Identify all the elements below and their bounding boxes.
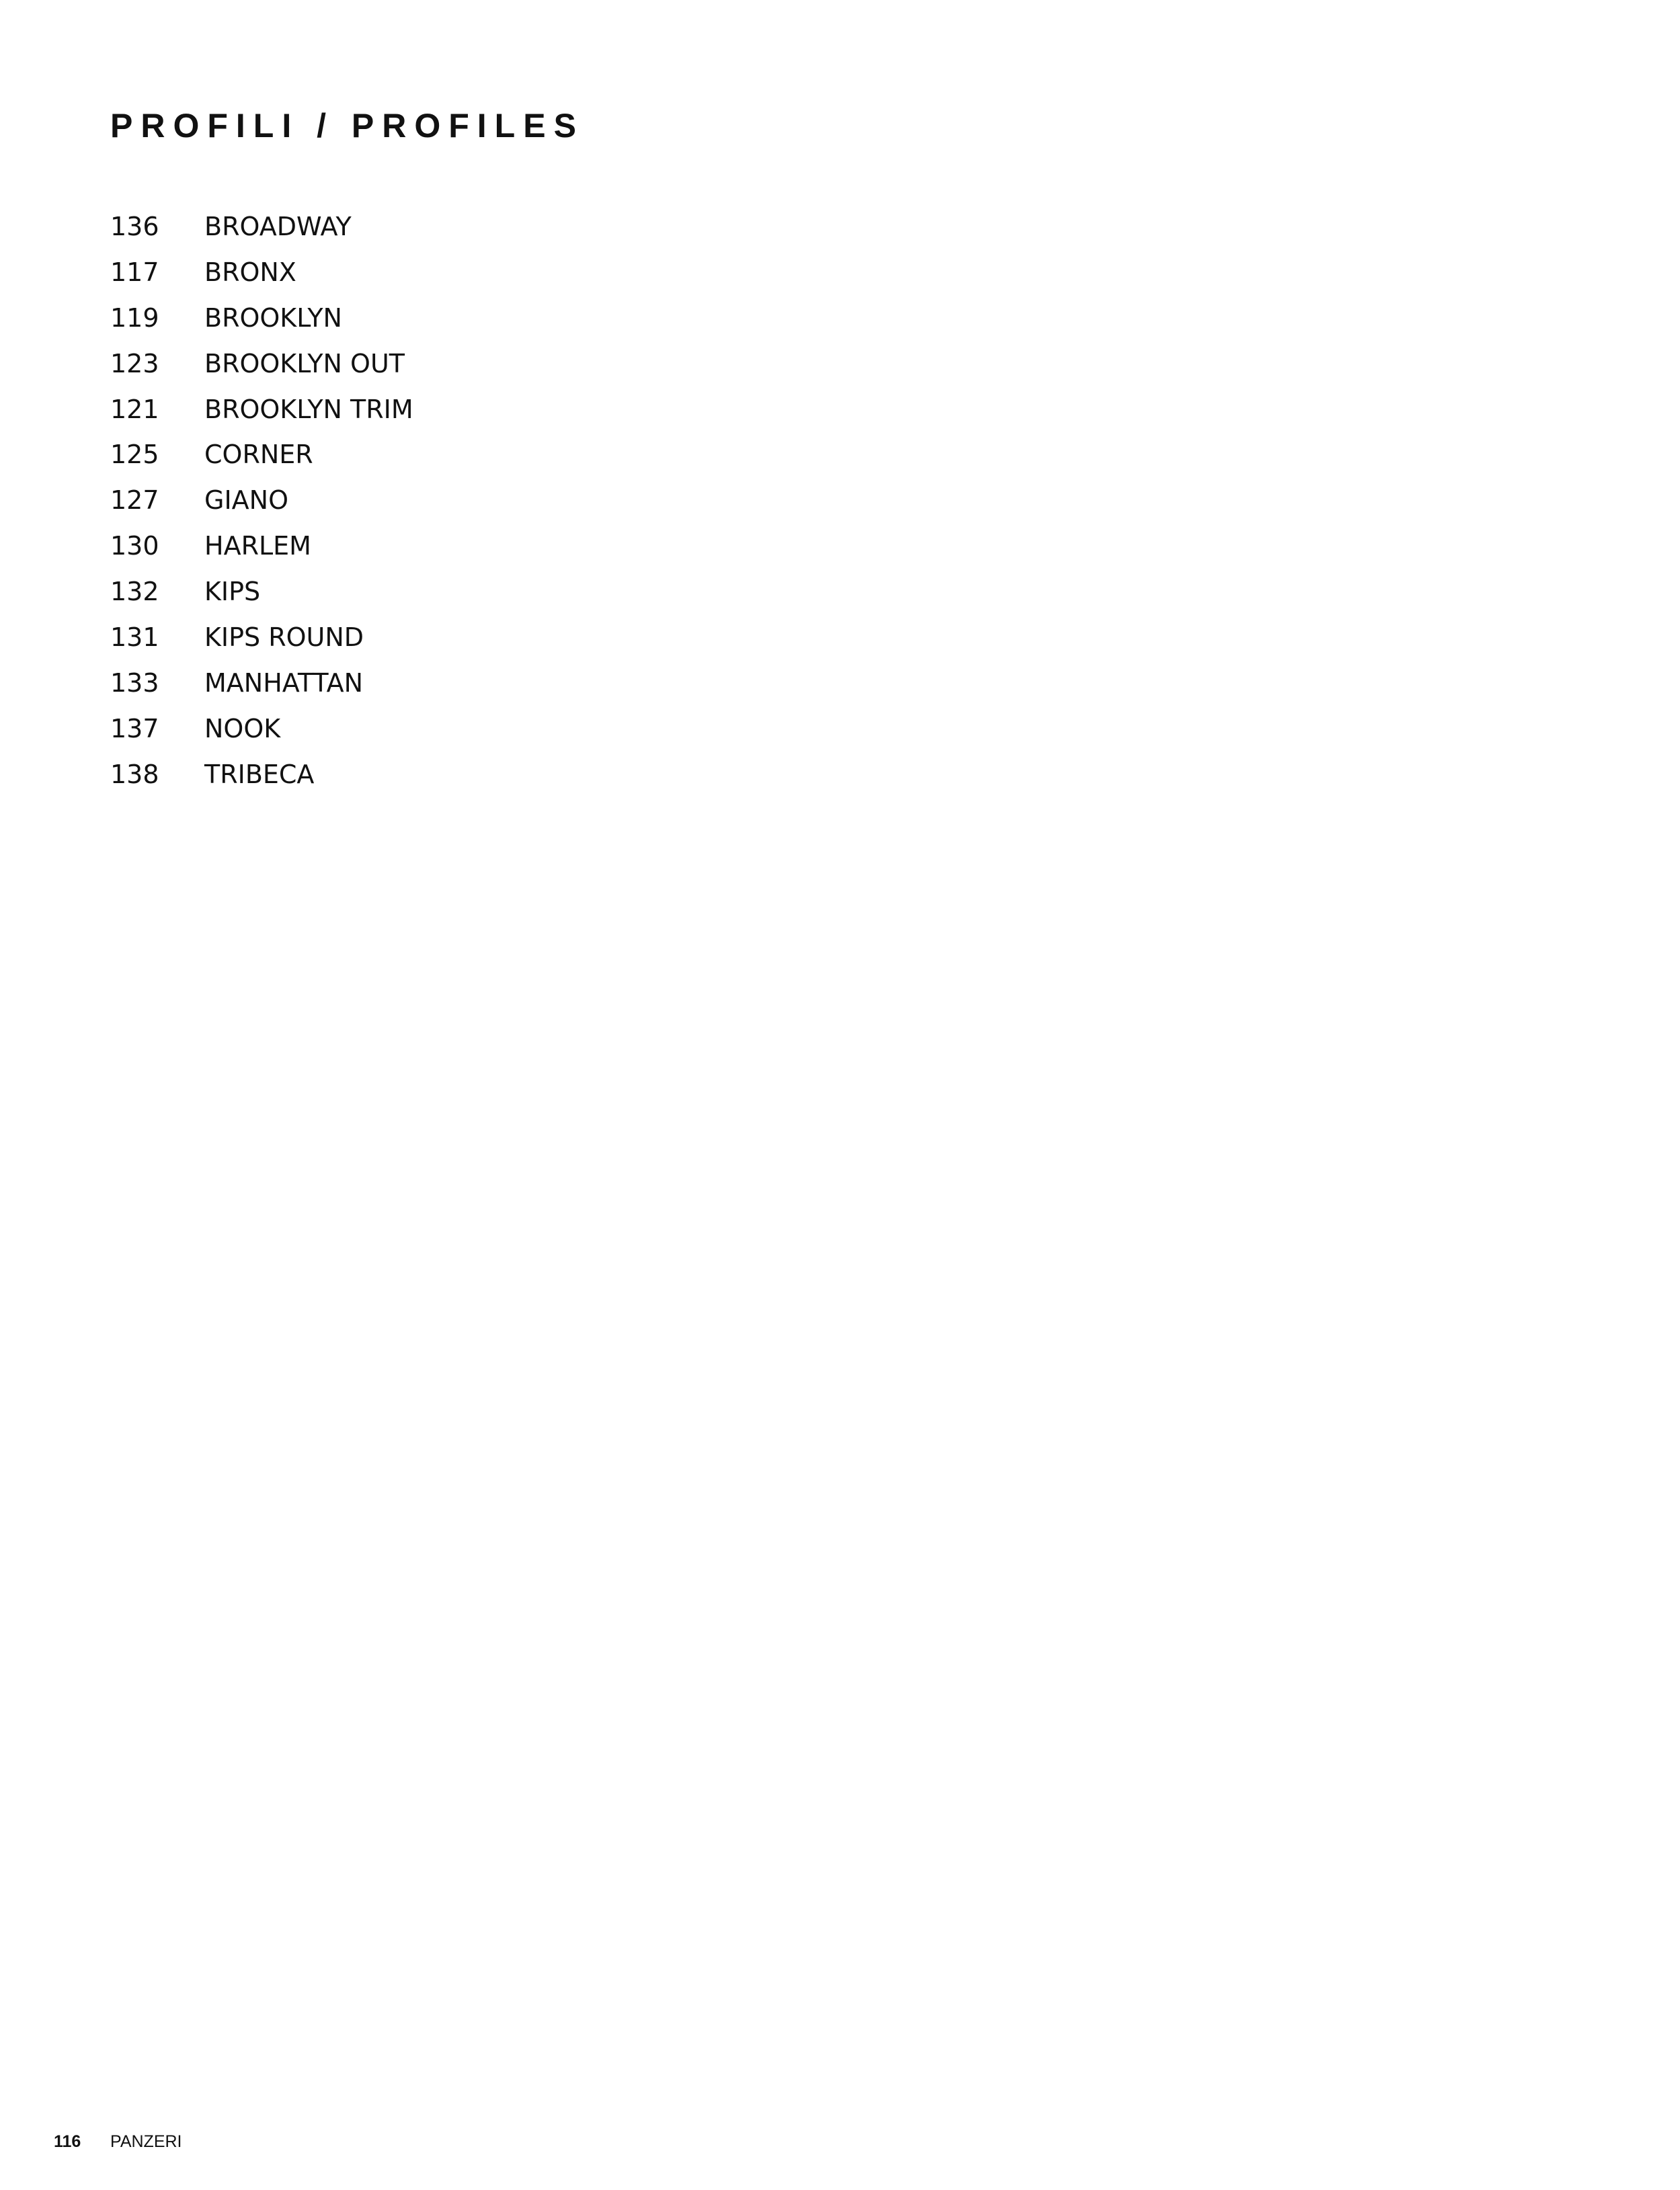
index-page-number: 117 <box>110 257 159 287</box>
list-item <box>110 432 413 478</box>
index-page-number: 138 <box>110 759 159 789</box>
index-page-number: 131 <box>110 622 159 653</box>
list-item <box>110 204 413 250</box>
index-profile-name: BROOKLYN OUT <box>204 348 405 378</box>
index-profile-name: BROOKLYN TRIM <box>204 394 413 424</box>
list-item <box>110 387 413 433</box>
index-profile-name: KIPS ROUND <box>204 622 364 653</box>
list-item <box>110 752 413 798</box>
index-profile-name: BRONX <box>204 257 296 287</box>
index-page-number: 127 <box>110 485 159 516</box>
index-profile-name: NOOK <box>204 713 281 743</box>
profile-index-list <box>110 204 413 798</box>
list-item <box>110 524 413 569</box>
list-item <box>110 296 413 341</box>
footer-page-number: 116 <box>54 2132 81 2151</box>
index-profile-name: MANHATTAN <box>204 667 364 698</box>
index-profile-name: BROOKLYN <box>204 302 342 333</box>
index-page-number: 136 <box>110 212 159 241</box>
index-profile-name: CORNER <box>204 440 313 470</box>
index-page-number: 123 <box>110 348 159 378</box>
index-profile-name: BROADWAY <box>204 212 352 241</box>
list-item <box>110 341 413 387</box>
index-page-number: 133 <box>110 667 159 698</box>
index-profile-name: GIANO <box>204 485 288 516</box>
list-item <box>110 661 413 706</box>
index-page-number: 132 <box>110 577 159 607</box>
list-item <box>110 478 413 524</box>
index-profile-name: TRIBECA <box>204 759 315 789</box>
index-page-number: 121 <box>110 394 159 424</box>
index-profile-name: KIPS <box>204 577 261 607</box>
index-page-number: 119 <box>110 302 159 333</box>
list-item <box>110 569 413 615</box>
list-item <box>110 706 413 752</box>
index-page-number: 137 <box>110 713 159 743</box>
index-profile-name: HARLEM <box>204 531 311 561</box>
page-title: PROFILI / PROFILES <box>110 107 584 145</box>
page-footer <box>54 2132 182 2156</box>
footer-brand-name: PANZERI <box>110 2132 182 2151</box>
index-page-number: 130 <box>110 531 159 561</box>
index-page-number: 125 <box>110 440 159 470</box>
list-item <box>110 250 413 296</box>
list-item <box>110 615 413 661</box>
